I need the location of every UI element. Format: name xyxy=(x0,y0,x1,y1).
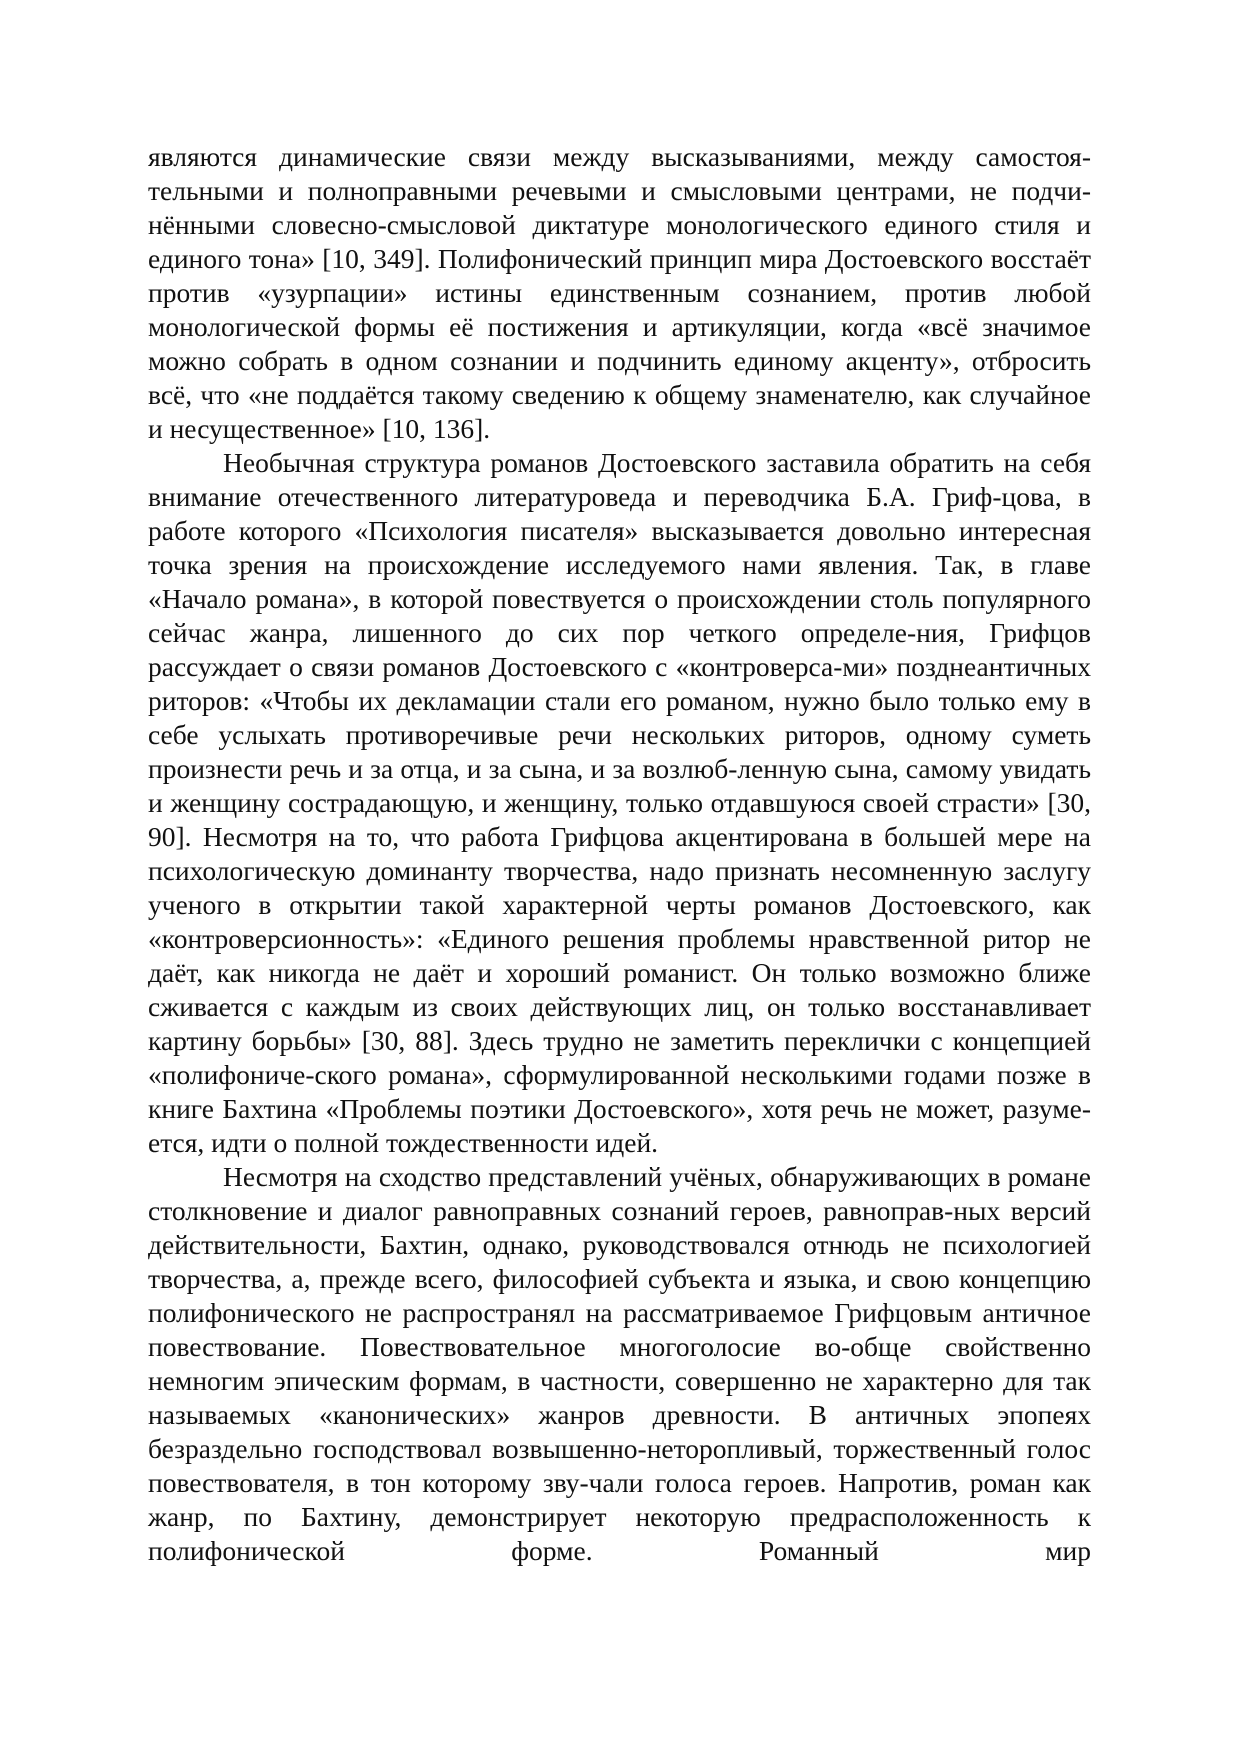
paragraph-3: Несмотря на сходство представлений учёных, обнаруживающих в романе столкновение и диалог равноправных сознаний героев, равноправ-ных версий действительности, Бахтин, однако, руководствовался отнюдь не психологией творчества, а, прежде всего, философией субъекта и языка, и свою концепцию полифонического не распространял на рассматриваемое Грифцовым античное повествование. Повествовательное многоголосие во-обще свойственно немногим эпическим формам, в частности, совершенно не характерно для так называемых «канонических» жанров древности. В античных эпопеях безраздельно господствовал возвышенно-неторопливый, торжественный голос повествователя, в тон которому зву-чали голоса героев. Напротив, роман как жанр, по Бахтину, демонстрирует некоторую предрасположенность к полифонической форме. Романный мир xyxy=(148,1161,1091,1566)
document-page xyxy=(148,140,1091,1568)
paragraph-1: являются динамические связи между высказываниями, между самостоя-тельными и полноправными речевыми и смысловыми центрами, не подчи-нёнными словесно-смысловой диктатуре монологического единого стиля и единого тона» [10, 349]. Полифонический принцип мира Достоевского восстаёт против «узурпации» истины единственным сознанием, против любой монологической формы её постижения и артикуляции, когда «всё значимое можно собрать в одном сознании и подчинить единому акценту», отбросить всё, что «не поддаётся такому сведению к общему знаменателю, как случайное и несущественное» [10, 136]. xyxy=(148,141,1091,444)
paragraph-2: Необычная структура романов Достоевского заставила обратить на себя внимание отечественного литературоведа и переводчика Б.А. Гриф-цова, в работе которого «Психология писателя» высказывается довольно интересная точка зрения на происхождение исследуемого нами явления. Так, в главе «Начало романа», в которой повествуется о происхождении столь популярного сейчас жанра, лишенного до сих пор четкого определе-ния, Грифцов рассуждает о связи романов Достоевского с «контроверса-ми» позднеантичных риторов: «Чтобы их декламации стали его романом, нужно было только ему в себе услыхать противоречивые речи нескольких риторов, одному суметь произнести речь и за отца, и за сына, и за возлюб-ленную сына, самому увидать и женщину сострадающую, и женщину, только отдавшуюся своей страсти» [30, 90]. Несмотря на то, что работа Грифцова акцентирована в большей мере на психологическую доминанту творчества, надо признать несомненную заслугу ученого в открытии такой характерной черты романов Достоевского, как «контроверсионность»: «Единого решения проблемы нравственной ритор не даёт, как никогда не даёт и хороший романист. Он только возможно ближе сживается с каждым из своих действующих лиц, он только восстанавливает картину борьбы» [30, 88]. Здесь трудно не заметить переклички с концепцией «полифониче-ского романа», сформулированной несколькими годами позже в книге Бахтина «Проблемы поэтики Достоевского», хотя речь не может, разуме-ется, идти о полной тождественности идей. xyxy=(148,447,1091,1158)
